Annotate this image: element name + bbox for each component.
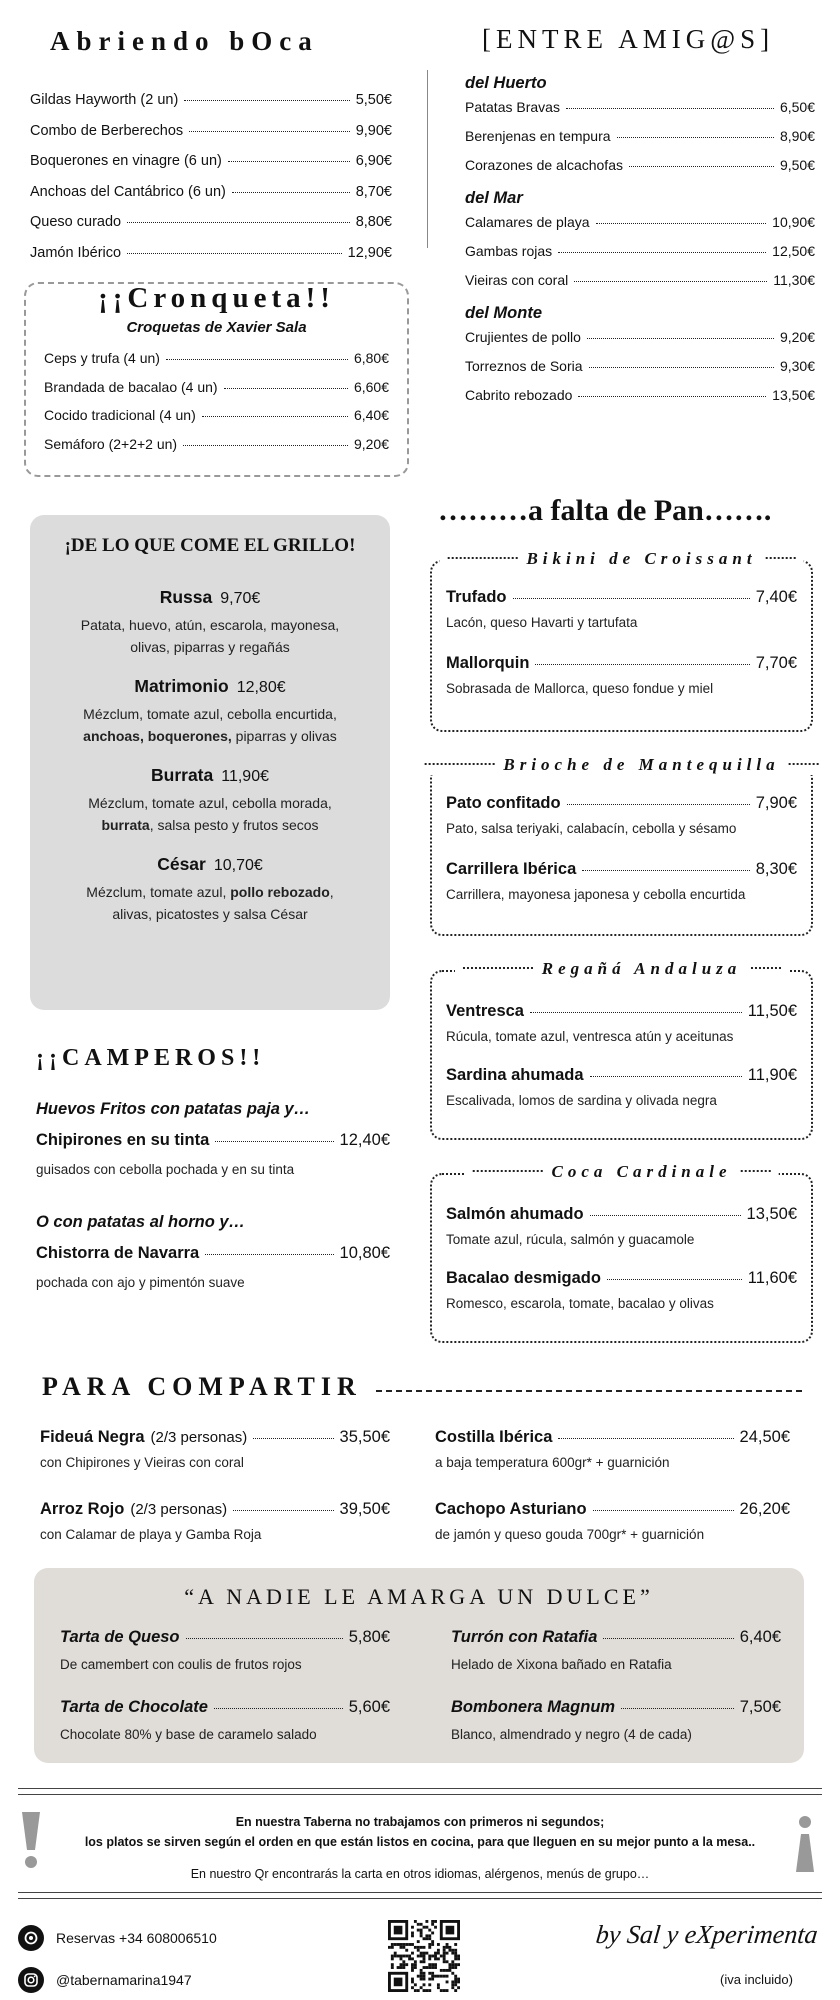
menu-item xyxy=(446,860,797,879)
menu-item xyxy=(40,1500,390,1519)
cronqueta-list xyxy=(44,350,389,452)
menu-item xyxy=(60,1698,390,1717)
grillo-title: ¡DE LO QUE COME EL GRILLO! xyxy=(64,535,356,556)
item-name: Vieiras con coral xyxy=(465,272,569,288)
mar-list xyxy=(465,214,815,288)
instagram-contact[interactable] xyxy=(18,1967,192,1993)
item-desc: guisados con cebolla pochada y en su tinta xyxy=(36,1162,295,1177)
dot-leader xyxy=(574,281,767,282)
dot-leader xyxy=(603,1638,733,1639)
item-price: 11,90€ xyxy=(221,768,269,785)
item-price: 8,90€ xyxy=(779,128,815,144)
item-price: 5,80€ xyxy=(348,1628,390,1646)
dot-leader xyxy=(587,338,774,339)
item-price: 11,30€ xyxy=(773,272,815,288)
menu-item xyxy=(446,654,797,673)
notice-text xyxy=(60,1812,780,1884)
compartir-left xyxy=(40,1428,390,1542)
dot-leader xyxy=(127,222,350,223)
item-name: Salmón ahumado xyxy=(446,1205,584,1223)
notice-line-1: En nuestra Taberna no trabajamos con primeros ni segundos; xyxy=(235,1815,605,1829)
item-desc: Mézclum, tomate azul, cebolla morada, burrata, salsa pesto y frutos secos xyxy=(88,795,332,833)
huerto-list xyxy=(465,99,815,173)
dulce-right xyxy=(451,1628,781,1742)
menu-item xyxy=(36,1131,390,1150)
item-desc: Mézclum, tomate azul, pollo rebozado, alivas, picatostes y salsa César xyxy=(86,884,334,922)
item-desc: De camembert con coulis de frutos rojos xyxy=(60,1657,302,1672)
notice-line-3: En nuestro Qr encontrarás la carta en otros idiomas, alérgenos, menús de grupo… xyxy=(190,1867,650,1881)
item-price: 7,40€ xyxy=(755,588,797,606)
menu-item xyxy=(465,329,815,345)
grillo-list xyxy=(30,587,390,925)
item-price: 6,90€ xyxy=(355,153,392,169)
dot-leader xyxy=(184,100,349,101)
item-desc: con Calamar de playa y Gamba Roja xyxy=(40,1527,262,1542)
item-price: 9,20€ xyxy=(779,329,815,345)
item-desc: a baja temperatura 600gr* + guarnición xyxy=(435,1455,670,1470)
item-name: Matrimonio xyxy=(134,676,229,696)
menu-item xyxy=(465,214,815,230)
menu-item xyxy=(30,184,392,200)
item-price: 7,70€ xyxy=(755,654,797,672)
item-price: 6,80€ xyxy=(353,350,389,366)
item-name: Costilla Ibérica xyxy=(435,1428,553,1446)
dot-leader xyxy=(607,1279,742,1280)
dot-leader xyxy=(590,1215,741,1216)
item-people: (2/3 personas) xyxy=(150,1429,248,1446)
item-price: 35,50€ xyxy=(339,1428,390,1446)
instagram-text: @tabernamarina1947 xyxy=(56,1972,192,1988)
exclamation-icon xyxy=(20,1812,42,1870)
item-price: 39,50€ xyxy=(339,1500,390,1518)
notice-line-2: los platos se sirven según el orden en que están listos en cocina, para que lleguen en su mejor punto a la mesa.. xyxy=(84,1835,756,1849)
item-price: 10,70€ xyxy=(213,857,263,874)
item-price: 5,60€ xyxy=(348,1698,390,1716)
item-desc: Escalivada, lomos de sardina y olivada negra xyxy=(446,1093,717,1108)
monte-list xyxy=(465,329,815,403)
dot-leader xyxy=(127,253,342,254)
menu-item xyxy=(44,436,389,452)
item-name: Gildas Hayworth (2 un) xyxy=(30,92,179,108)
dot-leader xyxy=(253,1438,333,1439)
section-title-abriendo: Abriendo bOca xyxy=(50,26,319,56)
item-price: 7,90€ xyxy=(755,794,797,812)
item-desc: Mézclum, tomate azul, cebolla encurtida, anchoas, boquerones, piparras y olivas xyxy=(83,706,337,744)
dot-leader xyxy=(232,192,350,193)
dot-leader xyxy=(621,1708,734,1709)
item-desc: Tomate azul, rúcula, salmón y guacamole xyxy=(446,1232,695,1247)
brand-signature: by Sal y eXperimenta xyxy=(594,1920,820,1949)
item-price: 12,80€ xyxy=(236,679,286,696)
phone-icon xyxy=(18,1925,44,1951)
section-title-compartir: PARA COMPARTIR xyxy=(42,1372,362,1401)
section-title-amigos: [ENTRE AMIG@S] xyxy=(482,24,775,54)
bikini-title: Bikini de Croissant xyxy=(439,549,804,569)
phone-text: Reservas +34 608006510 xyxy=(56,1930,217,1946)
dot-leader xyxy=(582,870,749,871)
regana-list xyxy=(446,1002,797,1108)
compartir-header xyxy=(42,1372,802,1402)
item-name: Sardina ahumada xyxy=(446,1066,584,1084)
item-name: Patatas Bravas xyxy=(465,99,560,115)
item-name: Jamón Ibérico xyxy=(30,244,122,261)
item-name: Bombonera Magnum xyxy=(451,1698,616,1716)
item-price: 9,50€ xyxy=(779,157,815,173)
item-price: 12,40€ xyxy=(339,1131,390,1149)
dot-leader xyxy=(589,367,774,368)
menu-item xyxy=(446,1066,797,1085)
item-name: Carrillera Ibérica xyxy=(446,860,577,878)
item-name: Mallorquin xyxy=(446,654,530,672)
item-name: Crujientes de pollo xyxy=(465,329,581,345)
dot-leader xyxy=(189,131,350,132)
rule-bottom xyxy=(18,1892,822,1893)
menu-item xyxy=(446,1002,797,1021)
rule-top xyxy=(18,1788,822,1789)
item-name: Russa xyxy=(159,587,213,607)
coca-title: Coca Cardinale xyxy=(464,1162,779,1182)
menu-item xyxy=(30,92,392,108)
camperos-group-2: O con patatas al horno y… xyxy=(36,1213,246,1231)
item-desc: de jamón y queso gouda 700gr* + guarnición xyxy=(435,1527,705,1542)
menu-item xyxy=(465,358,815,374)
item-price: 9,70€ xyxy=(220,590,261,607)
item-name: Anchoas del Cantábrico (6 un) xyxy=(30,183,226,200)
dot-leader xyxy=(567,804,750,805)
section-title-pan: ………a falta de Pan……. xyxy=(438,494,772,527)
menu-item xyxy=(30,245,392,261)
item-name: Cachopo Asturiano xyxy=(435,1500,587,1518)
menu-item xyxy=(465,387,815,403)
subsection-mar: del Mar xyxy=(465,189,523,207)
item-price: 6,60€ xyxy=(353,378,389,395)
regana-box xyxy=(430,959,813,1140)
dot-leader xyxy=(558,1438,733,1439)
salad-item xyxy=(30,587,390,658)
camperos-group-1: Huevos Fritos con patatas paja y… xyxy=(36,1100,311,1118)
item-desc: Pato, salsa teriyaki, calabacín, cebolla y sésamo xyxy=(446,821,737,836)
menu-item xyxy=(30,153,392,169)
menu-item xyxy=(44,350,389,366)
cronqueta-box xyxy=(24,282,409,477)
menu-item xyxy=(44,379,389,395)
item-name: Berenjenas en tempura xyxy=(465,128,611,144)
dot-leader xyxy=(228,161,350,162)
brioche-title: Brioche de Mantequilla xyxy=(416,755,827,775)
dot-leader xyxy=(629,166,774,167)
item-name: Cocido tradicional (4 un) xyxy=(44,407,196,423)
dot-leader xyxy=(566,108,774,109)
menu-item xyxy=(435,1500,790,1519)
item-name: Ceps y trufa (4 un) xyxy=(44,350,160,366)
section-title-camperos: ¡¡CAMPEROS!! xyxy=(36,1045,266,1071)
dot-leader xyxy=(617,137,774,138)
dulce-title: “A NADIE LE AMARGA UN DULCE” xyxy=(184,1584,654,1609)
item-name: César xyxy=(157,854,206,874)
item-name: Brandada de bacalao (4 un) xyxy=(44,378,218,395)
header-rule xyxy=(376,1390,802,1392)
dot-leader xyxy=(593,1510,734,1511)
coca-box xyxy=(430,1162,813,1343)
item-desc: Lacón, queso Havarti y tartufata xyxy=(446,615,638,630)
item-price: 7,50€ xyxy=(739,1698,781,1716)
item-name: Tarta de Chocolate xyxy=(60,1698,208,1716)
item-name: Tarta de Queso xyxy=(60,1628,180,1646)
cronqueta-title: ¡¡Cronqueta!! xyxy=(98,282,335,314)
item-name: Gambas rojas xyxy=(465,243,553,259)
coca-list xyxy=(446,1205,797,1311)
amigos-content xyxy=(465,74,815,403)
item-price: 8,30€ xyxy=(755,860,797,878)
menu-item xyxy=(451,1698,781,1717)
item-people: (2/3 personas) xyxy=(130,1501,228,1518)
menu-item xyxy=(30,123,392,139)
item-price: 9,20€ xyxy=(353,435,389,452)
menu-item xyxy=(465,128,815,144)
item-name: Trufado xyxy=(446,588,507,606)
dot-leader xyxy=(596,223,767,224)
rule-top-2 xyxy=(18,1794,822,1795)
dot-leader xyxy=(224,388,348,389)
item-desc: con Chipirones y Vieiras con coral xyxy=(40,1455,244,1470)
menu-item xyxy=(465,99,815,115)
iva-note: (iva incluido) xyxy=(720,1972,793,1987)
item-price: 12,90€ xyxy=(347,244,392,261)
item-desc: Romesco, escarola, tomate, bacalao y olivas xyxy=(446,1296,714,1311)
item-price: 6,50€ xyxy=(779,99,815,115)
item-desc: Blanco, almendrado y negro (4 de cada) xyxy=(451,1727,692,1742)
menu-item xyxy=(446,794,797,813)
item-price: 8,70€ xyxy=(355,183,392,200)
dot-leader xyxy=(214,1708,343,1709)
dot-leader xyxy=(186,1638,343,1639)
dot-leader xyxy=(530,1012,742,1013)
item-name: Chistorra de Navarra xyxy=(36,1244,200,1262)
item-name: Queso curado xyxy=(30,214,122,230)
item-desc: Helado de Xixona bañado en Ratafia xyxy=(451,1657,672,1672)
dot-leader xyxy=(535,664,749,665)
item-desc: Rúcula, tomate azul, ventresca atún y aceitunas xyxy=(446,1029,734,1044)
menu-item xyxy=(446,588,797,607)
item-name: Turrón con Ratafia xyxy=(451,1628,598,1646)
inverted-exclamation-icon xyxy=(794,1814,816,1872)
item-name: Burrata xyxy=(151,765,214,785)
item-name: Semáforo (2+2+2 un) xyxy=(44,435,178,452)
dot-leader xyxy=(233,1510,333,1511)
compartir-right xyxy=(435,1428,790,1542)
dulce-left xyxy=(60,1628,390,1742)
item-price: 13,50€ xyxy=(746,1205,797,1223)
item-name: Fideuá Negra xyxy=(40,1428,145,1446)
cronqueta-subtitle: Croquetas de Xavier Sala xyxy=(126,319,307,336)
item-price: 6,40€ xyxy=(353,407,389,423)
dot-leader xyxy=(202,416,348,417)
menu-item xyxy=(446,1205,797,1224)
salad-item xyxy=(30,765,390,836)
dot-leader xyxy=(513,598,750,599)
item-name: Combo de Berberechos xyxy=(30,122,184,139)
subsection-monte: del Monte xyxy=(465,304,542,322)
menu-item xyxy=(465,272,815,288)
item-name: Ventresca xyxy=(446,1002,524,1020)
item-price: 26,20€ xyxy=(739,1500,790,1518)
item-name: Torreznos de Soria xyxy=(465,358,583,374)
brioche-box xyxy=(430,755,813,936)
item-price: 24,50€ xyxy=(739,1428,790,1446)
item-name: Calamares de playa xyxy=(465,214,590,230)
dot-leader xyxy=(558,252,766,253)
brioche-list xyxy=(446,794,797,902)
subsection-huerto: del Huerto xyxy=(465,74,547,92)
menu-item xyxy=(446,1269,797,1288)
item-name: Chipirones en su tinta xyxy=(36,1131,210,1149)
qr-code[interactable] xyxy=(388,1920,460,1992)
item-price: 11,50€ xyxy=(747,1002,797,1020)
item-name: Corazones de alcachofas xyxy=(465,157,623,173)
item-desc: pochada con ajo y pimentón suave xyxy=(36,1275,245,1290)
item-name: Arroz Rojo xyxy=(40,1500,125,1518)
item-desc: Chocolate 80% y base de caramelo salado xyxy=(60,1727,317,1742)
item-price: 6,40€ xyxy=(739,1628,781,1646)
bikini-box xyxy=(430,549,813,732)
item-price: 10,80€ xyxy=(339,1244,390,1262)
grillo-box xyxy=(30,515,390,1010)
menu-item xyxy=(60,1628,390,1647)
salad-item xyxy=(30,854,390,925)
menu-item xyxy=(30,214,392,230)
phone-contact[interactable] xyxy=(18,1925,217,1951)
item-name: Cabrito rebozado xyxy=(465,387,573,403)
menu-item xyxy=(465,157,815,173)
item-desc: Sobrasada de Mallorca, queso fondue y miel xyxy=(446,681,714,696)
menu-item xyxy=(44,407,389,423)
item-price: 11,90€ xyxy=(747,1066,797,1084)
item-price: 8,80€ xyxy=(355,214,392,230)
menu-item xyxy=(451,1628,781,1647)
dot-leader xyxy=(166,359,348,360)
menu-item xyxy=(36,1244,390,1263)
item-price: 12,50€ xyxy=(772,243,815,259)
column-divider xyxy=(427,70,428,248)
item-price: 9,90€ xyxy=(355,122,392,139)
item-name: Bacalao desmigado xyxy=(446,1269,601,1287)
menu-item xyxy=(435,1428,790,1447)
menu-item xyxy=(465,243,815,259)
dot-leader xyxy=(183,445,348,446)
camperos-content xyxy=(36,1100,390,1290)
dulce-box xyxy=(34,1568,804,1763)
salad-item xyxy=(30,676,390,747)
item-price: 11,60€ xyxy=(747,1269,797,1287)
item-name: Pato confitado xyxy=(446,794,561,812)
item-price: 5,50€ xyxy=(355,92,392,108)
dot-leader xyxy=(578,396,766,397)
bikini-list xyxy=(446,588,797,696)
instagram-icon xyxy=(18,1967,44,1993)
item-price: 10,90€ xyxy=(772,214,815,230)
regana-title: Regañá Andaluza xyxy=(454,959,788,979)
item-desc: Patata, huevo, atún, escarola, mayonesa, olivas, piparras y regañás xyxy=(80,617,340,655)
rule-bottom-2 xyxy=(18,1898,822,1899)
dot-leader xyxy=(590,1076,742,1077)
abriendo-list xyxy=(30,92,392,261)
item-price: 9,30€ xyxy=(779,358,815,374)
item-name: Boquerones en vinagre (6 un) xyxy=(30,153,222,169)
menu-item xyxy=(40,1428,390,1447)
item-price: 13,50€ xyxy=(772,387,815,403)
item-desc: Carrillera, mayonesa japonesa y cebolla encurtida xyxy=(446,887,746,902)
